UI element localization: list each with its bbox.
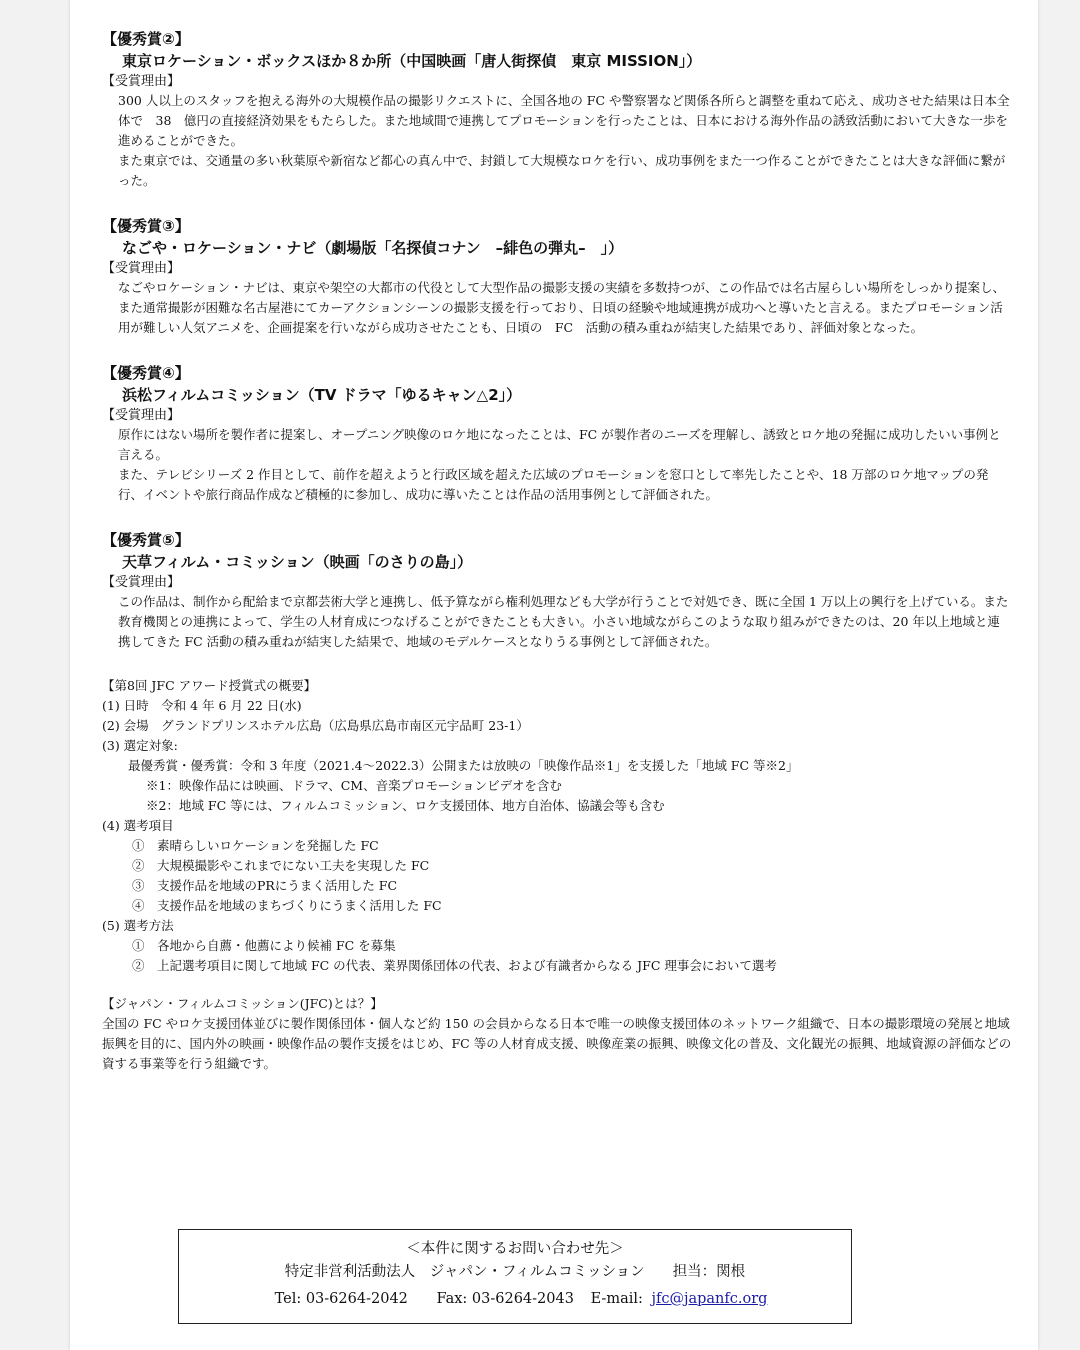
award-title: 【優秀賞④】 — [102, 364, 190, 382]
award-winner: 天草フィルム・コミッション（映画「のさりの島」） — [122, 553, 473, 571]
method-item: ① 各地から自薦・他薦により候補 FC を募集 — [132, 938, 396, 953]
contact-org: 特定非営利活動法人 ジャパン・フィルムコミッション — [284, 1264, 645, 1280]
reason-paragraph: 300 人以上のスタッフを抱える海外の大規模作品の撮影リクエストに、全国各地の FC や警察署など関係各所らと調整を重ねて応え、成功させた結果は日本全体で 38 億円の直接経済効果をもたらした。また地域間で連携してプロモーションを行ったことは、日本における海外作品の誘致活動において大きな一歩を進めることができた。 — [118, 93, 1010, 148]
award-section-3 — [102, 215, 1012, 338]
overview-note: ※1：映像作品には映画、ドラマ、CM、音楽プロモーションビデオを含む — [146, 778, 562, 793]
jfc-body: 全国の FC やロケ支援団体並びに製作関係団体・個人など約 150 の会員からなる日本で唯一の映像支援団体のネットワーク組織で、日本の撮影環境の発展と地域振興を目的に、国内外の映画・映像作品の製作支援をはじめ、FC 等の人材育成支援、映像産業の振興、映像文化の普及、文化観光の振興、地域資源の評価などの資する事業等を行う組織です。 — [102, 1016, 1012, 1071]
contact-numbers — [179, 1284, 851, 1314]
overview-note: ※2：地域 FC 等には、フィルムコミッション、ロケ支援団体、地方自治体、協議会等も含む — [146, 798, 665, 813]
ceremony-overview — [102, 676, 1012, 976]
criteria-item: ① 素晴らしいロケーションを発掘した FC — [132, 838, 379, 853]
contact-org-line — [179, 1260, 851, 1284]
award-winner: なごや・ロケーション・ナビ（劇場版「名探偵コナン –緋色の弾丸– 」） — [122, 239, 624, 257]
overview-method-heading: (5) 選考方法 — [102, 918, 174, 933]
reason-paragraph: また東京では、交通量の多い秋葉原や新宿など都心の真ん中で、封鎖して大規模なロケを行い、成功事例をまた一つ作ることができたことは大きな評価に繋がった。 — [118, 153, 1006, 188]
award-winner: 東京ロケーション・ボックスほか８か所（中国映画「唐人街探偵 東京 MISSION」） — [122, 52, 702, 70]
overview-date: (1) 日時 令和 4 年 6 月 22 日(水) — [102, 698, 302, 713]
jfc-about — [102, 994, 1012, 1074]
overview-venue: (2) 会場 グランドプリンスホテル広島（広島県広島市南区元宇品町 23-1） — [102, 718, 529, 733]
overview-heading: 【第8回 JFC アワード授賞式の概要】 — [102, 678, 317, 693]
contact-email-link[interactable]: jfc@japanfc.org — [651, 1291, 768, 1307]
overview-criteria-heading: (4) 選考項目 — [102, 818, 174, 833]
award-winner: 浜松フィルムコミッション（TV ドラマ「ゆるキャン△2」） — [122, 386, 522, 404]
award-section-4 — [102, 362, 1012, 505]
contact-box — [178, 1229, 852, 1324]
award-title: 【優秀賞③】 — [102, 217, 190, 235]
reason-label: 【受賞理由】 — [102, 261, 181, 276]
criteria-item: ③ 支援作品を地域のPRにうまく活用した FC — [132, 878, 398, 893]
award-section-2 — [102, 28, 1012, 191]
criteria-item: ② 大規模撮影やこれまでにない工夫を実現した FC — [132, 858, 430, 873]
award-section-5 — [102, 529, 1012, 652]
method-item: ② 上記選考項目に関して地域 FC の代表、業界関係団体の代表、および有識者からなる JFC 理事会において選考 — [132, 958, 777, 973]
reason-label: 【受賞理由】 — [102, 575, 181, 590]
award-title: 【優秀賞②】 — [102, 30, 190, 48]
reason-paragraph: また、テレビシリーズ 2 作目として、前作を超えようと行政区域を超えた広域のプロモーションを窓口として率先したことや、18 万部のロケ地マップの発行、イベントや旅行商品作成など積極的に参加し、成功に導いたことは作品の活用事例として評価された。 — [118, 467, 989, 502]
criteria-item: ④ 支援作品を地域のまちづくりにうまく活用した FC — [132, 898, 442, 913]
reason-label: 【受賞理由】 — [102, 74, 181, 89]
reason-label: 【受賞理由】 — [102, 408, 181, 423]
contact-fax: Fax: 03-6264-2043 — [436, 1291, 574, 1307]
contact-title: ＜本件に関するお問い合わせ先＞ — [406, 1241, 624, 1257]
reason-paragraph: この作品は、制作から配給まで京都芸術大学と連携し、低予算ながら権利処理なども大学が行うことで対処でき、既に全国 1 万以上の興行を上げている。また教育機関との連携によって、学生の人材育成につなげることができたことも大きい。小さい地域ながらこのような取り組みができたのは、20 年以上地域と連携してきた FC 活動の積み重ねが結実した結果で、地域のモデルケースとなりうる事例として評価された。 — [118, 594, 1009, 649]
overview-target-heading: (3) 選定対象: — [102, 738, 178, 753]
contact-person: 担当：関根 — [672, 1264, 746, 1280]
reason-paragraph: なごやロケーション・ナビは、東京や架空の大都市の代役として大型作品の撮影支援の実績を多数持つが、この作品では名古屋らしい場所をしっかり提案し、また通常撮影が困難な名古屋港にてカーアクションシーンの撮影支援を行っており、日頃の経験や地域連携が成功へと導いたと言える。またプロモーション活用が難しい人気アニメを、企画提案を行いながら成功させたことも、日頃の FC 活動の積み重ねが結実した結果であり、評価対象となった。 — [118, 280, 1006, 335]
document-page — [70, 0, 1038, 1350]
contact-email-label: E-mail: — [590, 1291, 643, 1307]
jfc-heading: 【ジャパン・フィルムコミッション(JFC)とは？】 — [102, 996, 383, 1011]
award-title: 【優秀賞⑤】 — [102, 531, 190, 549]
document-content — [102, 28, 1012, 1074]
overview-target-main: 最優秀賞・優秀賞：令和 3 年度（2021.4～2022.3）公開または放映の「映像作品※1」を支援した「地域 FC 等※2」 — [128, 758, 799, 773]
reason-paragraph: 原作にはない場所を製作者に提案し、オープニング映像のロケ地になったことは、FC が製作者のニーズを理解し、誘致とロケ地の発掘に成功したいい事例と言える。 — [118, 427, 1001, 462]
contact-tel: Tel: 03-6264-2042 — [274, 1291, 408, 1307]
